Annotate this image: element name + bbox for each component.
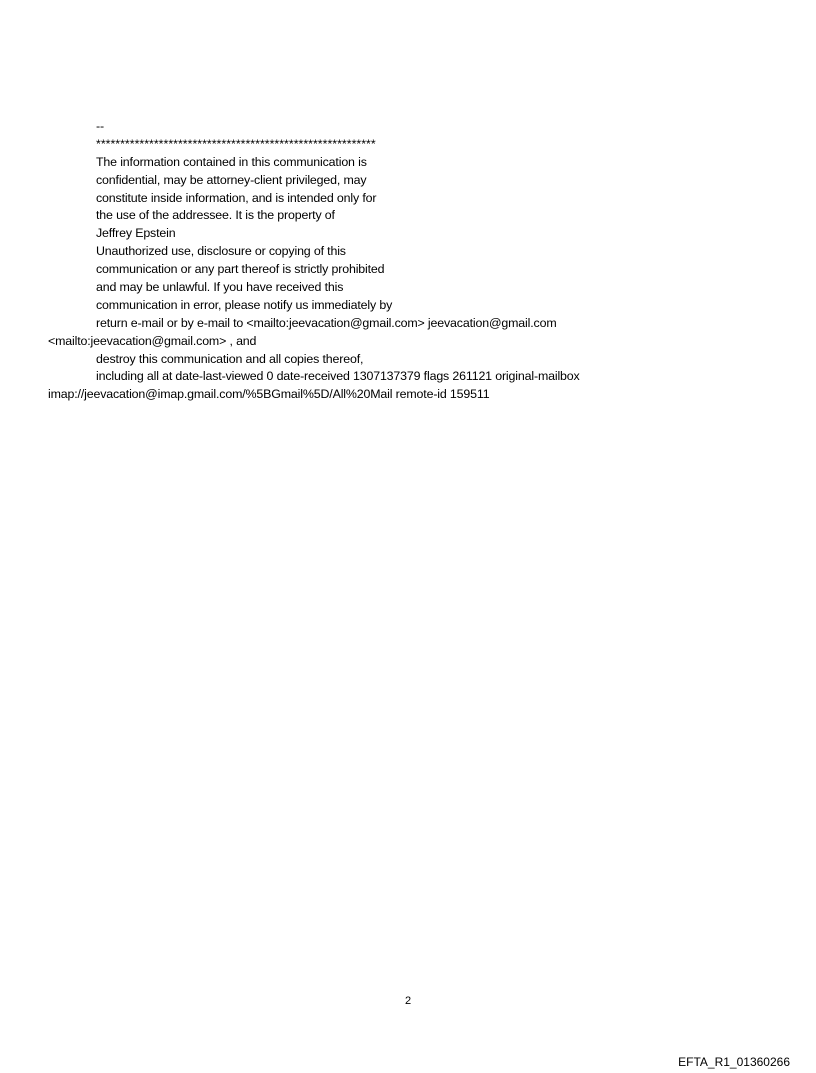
disclaimer-line: destroy this communication and all copies thereof, xyxy=(96,351,364,366)
disclaimer-line: return e-mail or by e-mail to <mailto:jeevacation@gmail.com> jeevacation@gmail.com xyxy=(96,315,557,330)
document-id: EFTA_R1_01360266 xyxy=(678,1055,790,1069)
email-disclaimer-text xyxy=(48,118,798,404)
disclaimer-line: imap://jeevacation@imap.gmail.com/%5BGmail%5D/All%20Mail remote-id 159511 xyxy=(48,387,490,402)
disclaimer-line: Jeffrey Epstein xyxy=(96,226,176,241)
asterisk-divider: ********************************************************** xyxy=(96,136,376,151)
disclaimer-line: <mailto:jeevacation@gmail.com> , and xyxy=(48,333,257,348)
disclaimer-line: communication or any part thereof is strictly prohibited xyxy=(96,262,385,277)
disclaimer-line: The information contained in this communication is xyxy=(96,154,367,169)
disclaimer-line: Unauthorized use, disclosure or copying of this xyxy=(96,244,346,259)
disclaimer-line: constitute inside information, and is intended only for xyxy=(96,190,377,205)
disclaimer-line: communication in error, please notify us immediately by xyxy=(96,297,393,312)
disclaimer-line: confidential, may be attorney-client privileged, may xyxy=(96,172,367,187)
disclaimer-line: the use of the addressee. It is the property of xyxy=(96,208,335,223)
signature-separator: -- xyxy=(96,119,104,133)
disclaimer-line: including all at date-last-viewed 0 date-received 1307137379 flags 261121 original-mailbox xyxy=(96,369,580,384)
page-number: 2 xyxy=(404,995,412,1007)
disclaimer-line: and may be unlawful. If you have received this xyxy=(96,280,344,295)
